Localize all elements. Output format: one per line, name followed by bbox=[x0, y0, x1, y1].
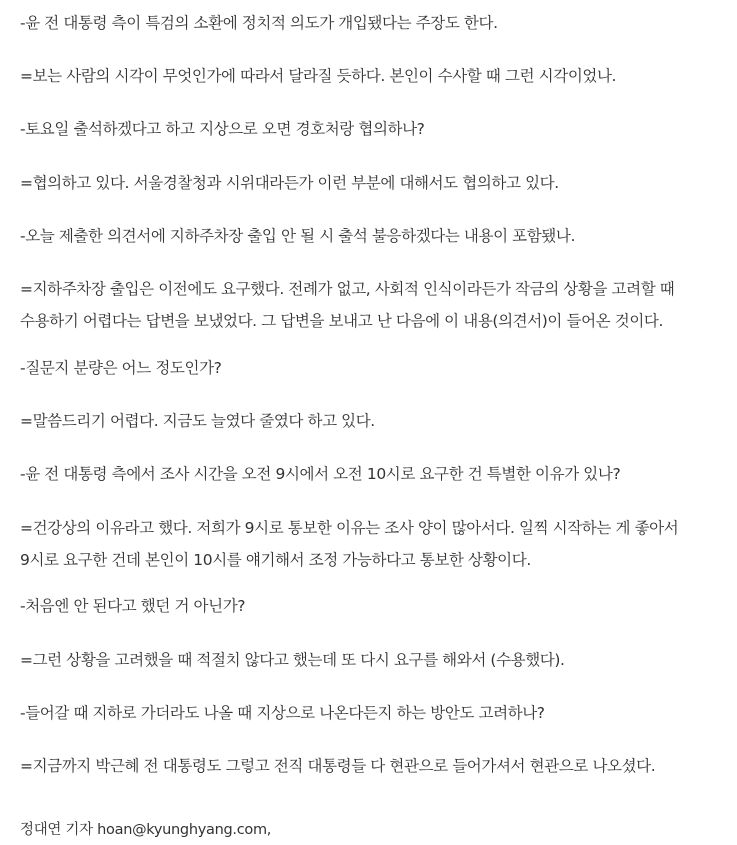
reporter-byline: 정대연 기자 hoan@kyunghyang.com, bbox=[20, 822, 272, 838]
question-paragraph: -질문지 분량은 어느 정도인가? bbox=[20, 359, 222, 377]
question-paragraph: -토요일 출석하겠다고 하고 지상으로 오면 경호처랑 협의하나? bbox=[20, 120, 425, 138]
question-paragraph: -오늘 제출한 의견서에 지하주차장 출입 안 될 시 출석 불응하겠다는 내용이 포함됐나. bbox=[20, 227, 576, 245]
question-paragraph: -윤 전 대통령 측에서 조사 시간을 오전 9시에서 오전 10시로 요구한 건 특별한 이유가 있나? bbox=[20, 465, 621, 483]
answer-paragraph: =지하주차장 출입은 이전에도 요구했다. 전례가 없고, 사회적 인식이라든가 작금의 상황을 고려할 때 수용하기 어렵다는 답변을 보냈었다. 그 답변을 보내고 난 다음에 이 내용(의견서)이 들어온 것이다. bbox=[20, 280, 675, 330]
answer-paragraph: =말씀드리기 어렵다. 지금도 늘였다 줄였다 하고 있다. bbox=[20, 412, 375, 430]
question-paragraph: -처음엔 안 된다고 했던 거 아닌가? bbox=[20, 597, 246, 615]
answer-paragraph: =협의하고 있다. 서울경찰청과 시위대라든가 이런 부분에 대해서도 협의하고 있다. bbox=[20, 174, 559, 192]
answer-paragraph: =보는 사람의 시각이 무엇인가에 따라서 달라질 듯하다. 본인이 수사할 때 그런 시각이었나. bbox=[20, 67, 617, 85]
question-paragraph: -들어갈 때 지하로 가더라도 나올 때 지상으로 나온다든지 하는 방안도 고려하나? bbox=[20, 704, 545, 722]
answer-paragraph: =그런 상황을 고려했을 때 적절치 않다고 했는데 또 다시 요구를 해와서 (수용했다). bbox=[20, 651, 565, 669]
answer-paragraph: =건강상의 이유라고 했다. 저희가 9시로 통보한 이유는 조사 양이 많아서다. 일찍 시작하는 게 좋아서 9시로 요구한 건데 본인이 10시를 얘기해서 조정 가능하다고 통보한 상황이다. bbox=[20, 519, 679, 569]
answer-paragraph: =지금까지 박근혜 전 대통령도 그렇고 전직 대통령들 다 현관으로 들어가셔서 현관으로 나오셨다. bbox=[20, 757, 656, 775]
question-paragraph: -윤 전 대통령 측이 특검의 소환에 정치적 의도가 개입됐다는 주장도 한다. bbox=[20, 14, 498, 32]
